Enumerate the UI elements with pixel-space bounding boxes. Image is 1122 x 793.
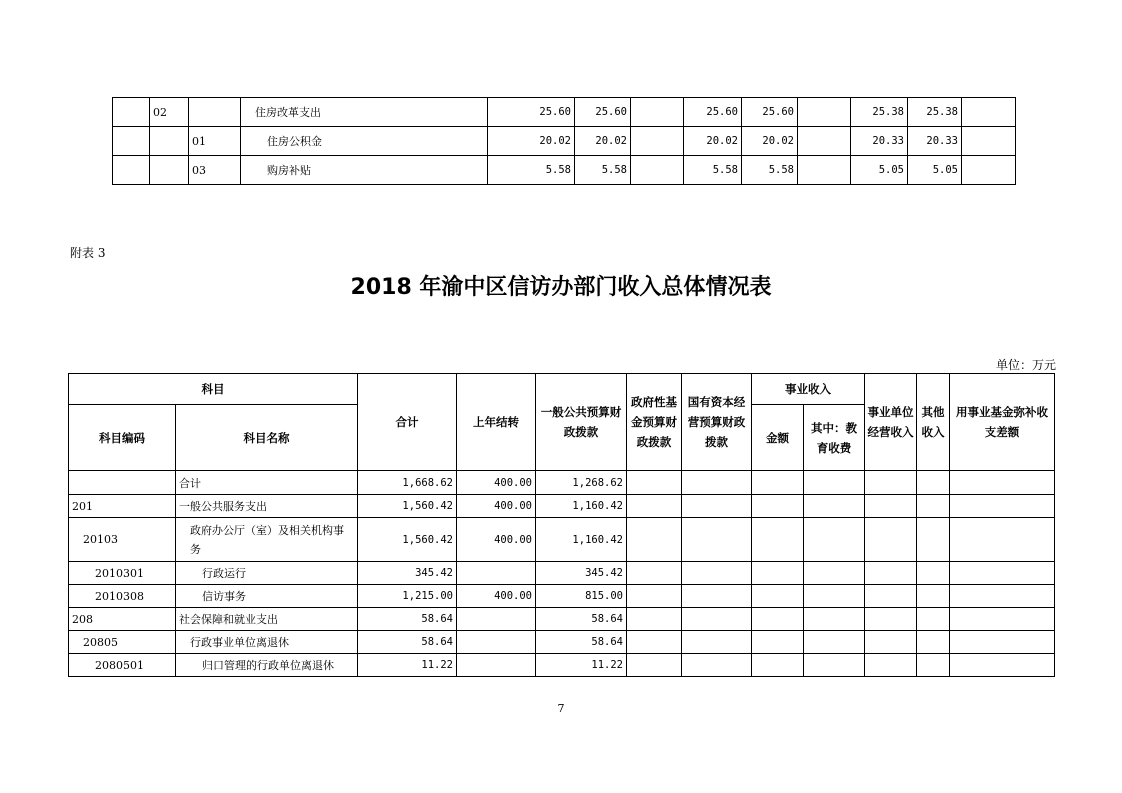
general-budget-cell: 1,160.42 (536, 495, 627, 518)
table-row (69, 608, 1055, 631)
empty-cell (682, 585, 752, 608)
carryover-cell (457, 608, 536, 631)
value-cell: 5.05 (908, 156, 962, 185)
table-row (69, 562, 1055, 585)
total-cell: 1,215.00 (358, 585, 457, 608)
empty-cell (752, 562, 804, 585)
value-cell (631, 127, 684, 156)
value-cell: 25.60 (742, 98, 798, 127)
empty-cell (804, 518, 865, 562)
code-cell (113, 127, 150, 156)
value-cell: 25.60 (684, 98, 742, 127)
table-row (113, 127, 1016, 156)
name-header: 科目名称 (176, 405, 358, 471)
code-cell: 2010301 (69, 562, 176, 585)
value-cell: 20.33 (851, 127, 908, 156)
table-row (113, 156, 1016, 185)
code-cell (189, 98, 241, 127)
name-cell: 购房补贴 (241, 156, 488, 185)
empty-cell (950, 518, 1055, 562)
continuation-table (112, 97, 1016, 185)
empty-cell (950, 608, 1055, 631)
code-cell: 201 (69, 495, 176, 518)
table-row (69, 585, 1055, 608)
total-cell: 58.64 (358, 608, 457, 631)
empty-cell (682, 471, 752, 495)
empty-cell (627, 562, 682, 585)
fund-compensation-header: 用事业基金弥补收支差额 (950, 374, 1055, 471)
code-cell: 2010308 (69, 585, 176, 608)
code-cell: 208 (69, 608, 176, 631)
empty-cell (917, 495, 950, 518)
table-row (69, 518, 1055, 562)
value-cell: 25.38 (851, 98, 908, 127)
carryover-cell (457, 654, 536, 677)
name-cell: 社会保障和就业支出 (176, 608, 358, 631)
carryover-header: 上年结转 (457, 374, 536, 471)
empty-cell (627, 631, 682, 654)
business-income-header: 事业收入 (752, 374, 865, 405)
total-cell: 1,560.42 (358, 495, 457, 518)
name-cell: 信访事务 (176, 585, 358, 608)
value-cell: 5.58 (684, 156, 742, 185)
empty-cell (752, 631, 804, 654)
general-budget-cell: 1,160.42 (536, 518, 627, 562)
carryover-cell: 400.00 (457, 471, 536, 495)
unit-label: 单位：万元 (995, 358, 1056, 372)
value-cell: 20.02 (488, 127, 575, 156)
empty-cell (682, 518, 752, 562)
empty-cell (682, 654, 752, 677)
empty-cell (950, 562, 1055, 585)
code-cell: 01 (189, 127, 241, 156)
code-header: 科目编码 (69, 405, 176, 471)
empty-cell (682, 562, 752, 585)
empty-cell (804, 585, 865, 608)
name-cell: 住房改革支出 (241, 98, 488, 127)
total-cell: 58.64 (358, 631, 457, 654)
table-row (69, 631, 1055, 654)
empty-cell (917, 585, 950, 608)
general-budget-header: 一般公共预算财政拨款 (536, 374, 627, 471)
empty-cell (627, 654, 682, 677)
empty-cell (627, 608, 682, 631)
table-row (69, 495, 1055, 518)
income-table (68, 373, 1055, 677)
value-cell: 20.02 (575, 127, 631, 156)
name-cell: 行政事业单位离退休 (176, 631, 358, 654)
fund-budget-header: 政府性基金预算财政拨款 (627, 374, 682, 471)
code-cell (113, 156, 150, 185)
empty-cell (627, 518, 682, 562)
empty-cell (950, 471, 1055, 495)
other-income-header: 其他收入 (917, 374, 950, 471)
subject-header: 科目 (69, 374, 358, 405)
general-budget-cell: 1,268.62 (536, 471, 627, 495)
empty-cell (950, 585, 1055, 608)
page-number: 7 (557, 702, 565, 715)
operating-income-header: 事业单位经营收入 (865, 374, 917, 471)
empty-cell (627, 585, 682, 608)
total-cell: 11.22 (358, 654, 457, 677)
education-fee-header: 其中：教育收费 (804, 405, 865, 471)
general-budget-cell: 345.42 (536, 562, 627, 585)
empty-cell (682, 631, 752, 654)
code-cell (69, 471, 176, 495)
total-cell: 1,560.42 (358, 518, 457, 562)
empty-cell (804, 631, 865, 654)
value-cell: 20.33 (908, 127, 962, 156)
empty-cell (950, 654, 1055, 677)
total-cell: 1,668.62 (358, 471, 457, 495)
empty-cell (865, 562, 917, 585)
empty-cell (917, 518, 950, 562)
empty-cell (804, 495, 865, 518)
value-cell (962, 98, 1016, 127)
table-row (69, 471, 1055, 495)
empty-cell (752, 518, 804, 562)
empty-cell (950, 631, 1055, 654)
general-budget-cell: 11.22 (536, 654, 627, 677)
carryover-cell: 400.00 (457, 495, 536, 518)
value-cell (962, 156, 1016, 185)
empty-cell (865, 471, 917, 495)
empty-cell (917, 654, 950, 677)
value-cell (798, 156, 851, 185)
name-cell: 政府办公厅（室）及相关机构事务 (176, 518, 358, 562)
total-cell: 345.42 (358, 562, 457, 585)
name-cell: 行政运行 (176, 562, 358, 585)
empty-cell (865, 608, 917, 631)
empty-cell (804, 562, 865, 585)
empty-cell (627, 471, 682, 495)
empty-cell (627, 495, 682, 518)
header-row (69, 374, 1055, 405)
name-cell: 归口管理的行政单位离退休 (176, 654, 358, 677)
empty-cell (865, 585, 917, 608)
empty-cell (917, 631, 950, 654)
code-cell: 02 (150, 98, 189, 127)
value-cell: 5.05 (851, 156, 908, 185)
value-cell (798, 98, 851, 127)
empty-cell (950, 495, 1055, 518)
value-cell: 20.02 (684, 127, 742, 156)
empty-cell (752, 585, 804, 608)
value-cell (631, 98, 684, 127)
carryover-cell (457, 562, 536, 585)
name-cell: 一般公共服务支出 (176, 495, 358, 518)
code-cell: 20103 (69, 518, 176, 562)
value-cell: 5.58 (488, 156, 575, 185)
general-budget-cell: 58.64 (536, 631, 627, 654)
empty-cell (865, 654, 917, 677)
table-row (113, 98, 1016, 127)
empty-cell (682, 608, 752, 631)
value-cell: 25.60 (488, 98, 575, 127)
empty-cell (752, 654, 804, 677)
empty-cell (804, 654, 865, 677)
code-cell: 03 (189, 156, 241, 185)
value-cell: 20.02 (742, 127, 798, 156)
carryover-cell: 400.00 (457, 518, 536, 562)
value-cell: 5.58 (575, 156, 631, 185)
value-cell: 25.38 (908, 98, 962, 127)
code-cell (113, 98, 150, 127)
page-title: 2018 年渝中区信访办部门收入总体情况表 (350, 275, 772, 300)
code-cell: 2080501 (69, 654, 176, 677)
name-cell: 住房公积金 (241, 127, 488, 156)
total-header: 合计 (358, 374, 457, 471)
amount-header: 金额 (752, 405, 804, 471)
empty-cell (865, 631, 917, 654)
empty-cell (752, 471, 804, 495)
empty-cell (917, 608, 950, 631)
value-cell (631, 156, 684, 185)
empty-cell (682, 495, 752, 518)
table-row (69, 654, 1055, 677)
empty-cell (917, 562, 950, 585)
value-cell (962, 127, 1016, 156)
name-cell: 合计 (176, 471, 358, 495)
empty-cell (865, 518, 917, 562)
carryover-cell: 400.00 (457, 585, 536, 608)
empty-cell (865, 495, 917, 518)
appendix-label: 附表 3 (70, 246, 106, 260)
empty-cell (917, 471, 950, 495)
value-cell (798, 127, 851, 156)
code-cell (150, 127, 189, 156)
empty-cell (752, 495, 804, 518)
code-cell (150, 156, 189, 185)
empty-cell (804, 471, 865, 495)
value-cell: 5.58 (742, 156, 798, 185)
carryover-cell (457, 631, 536, 654)
empty-cell (752, 608, 804, 631)
general-budget-cell: 815.00 (536, 585, 627, 608)
code-cell: 20805 (69, 631, 176, 654)
empty-cell (804, 608, 865, 631)
state-capital-header: 国有资本经营预算财政拨款 (682, 374, 752, 471)
value-cell: 25.60 (575, 98, 631, 127)
general-budget-cell: 58.64 (536, 608, 627, 631)
